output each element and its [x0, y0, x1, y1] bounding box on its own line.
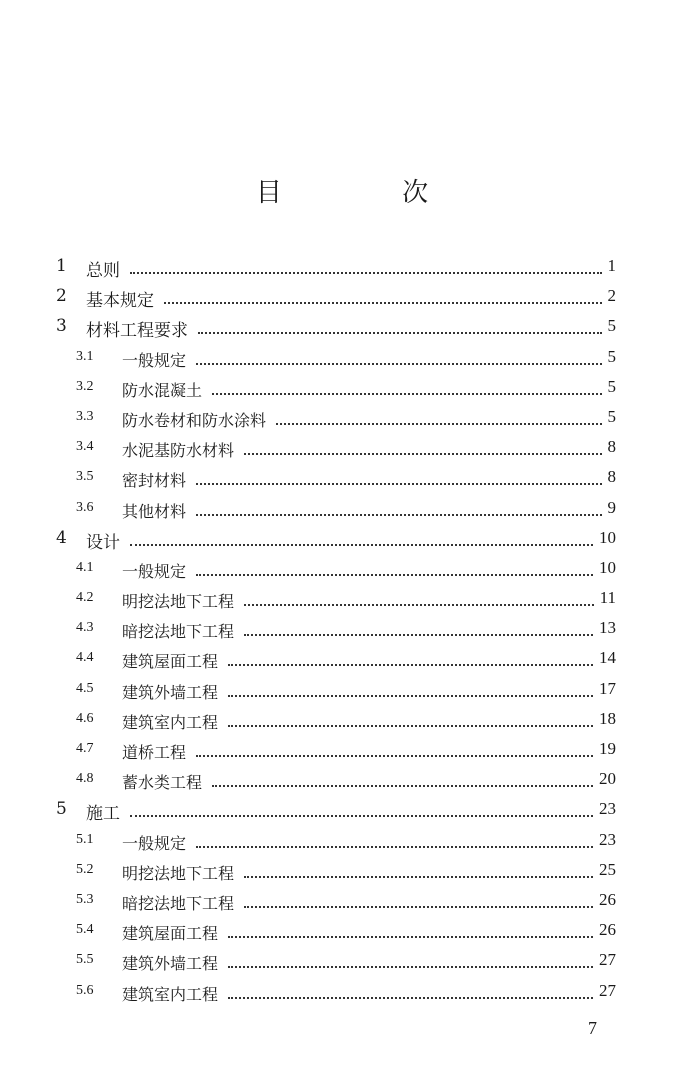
toc-dot-leader — [228, 936, 593, 938]
toc-entry-title: 一般规定 — [122, 561, 187, 581]
toc-entry-page: 8 — [607, 437, 616, 457]
toc-entry-number: 4 — [56, 527, 67, 548]
toc-entry-page: 23 — [599, 829, 616, 849]
toc-entry-number: 4.5 — [76, 680, 94, 696]
toc-section-entry[interactable] — [0, 644, 700, 674]
toc-entry-title: 建筑室内工程 — [122, 712, 219, 732]
toc-entry-page: 25 — [599, 859, 616, 879]
page-title: 目 次 — [255, 178, 485, 208]
toc-dot-leader — [196, 483, 602, 485]
toc-dot-leader — [196, 846, 593, 848]
toc-entry-title: 明挖法地下工程 — [122, 863, 235, 883]
toc-entry-page: 1 — [607, 256, 616, 275]
toc-section-entry[interactable] — [0, 886, 700, 916]
toc-section-entry[interactable] — [0, 554, 700, 584]
toc-entry-number: 3.1 — [76, 348, 94, 364]
toc-section-entry[interactable] — [0, 735, 700, 765]
toc-dot-leader — [228, 725, 593, 727]
toc-entry-number: 3.3 — [76, 408, 94, 424]
toc-entry-number: 5.2 — [76, 861, 94, 877]
toc-dot-leader — [212, 785, 593, 787]
toc-entry-number: 2 — [56, 286, 67, 307]
toc-section-entry[interactable] — [0, 614, 700, 644]
toc-chapter-entry[interactable] — [0, 524, 700, 554]
toc-entry-number: 4.1 — [76, 559, 94, 575]
toc-dot-leader — [196, 514, 602, 516]
toc-section-entry[interactable] — [0, 675, 700, 705]
toc-entry-number: 5.1 — [76, 831, 94, 847]
toc-dot-leader — [130, 272, 602, 274]
toc-entry-number: 5 — [56, 799, 67, 820]
toc-dot-leader — [276, 423, 602, 425]
toc-entry-number: 4.4 — [76, 650, 94, 666]
toc-entry-page: 26 — [599, 920, 616, 940]
toc-entry-number: 4.6 — [76, 710, 94, 726]
toc-entry-page: 5 — [607, 346, 616, 366]
toc-section-entry[interactable] — [0, 946, 700, 976]
toc-entry-title: 其他材料 — [122, 501, 187, 521]
toc-entry-number: 5.3 — [76, 891, 94, 907]
toc-entry-page: 9 — [607, 497, 616, 517]
toc-entry-page: 27 — [599, 950, 616, 970]
toc-section-entry[interactable] — [0, 343, 700, 373]
toc-dot-leader — [244, 906, 593, 908]
toc-entry-title: 建筑外墙工程 — [122, 682, 219, 702]
toc-section-entry[interactable] — [0, 856, 700, 886]
toc-dot-leader — [228, 997, 593, 999]
toc-chapter-entry[interactable] — [0, 282, 700, 312]
toc-entry-title: 建筑室内工程 — [122, 984, 219, 1004]
toc-chapter-entry[interactable] — [0, 795, 700, 825]
toc-entry-page: 8 — [607, 467, 616, 487]
toc-entry-title: 建筑屋面工程 — [122, 924, 219, 944]
toc-entry-title: 建筑外墙工程 — [122, 954, 219, 974]
toc-entry-page: 5 — [607, 316, 616, 336]
toc-entry-page: 26 — [599, 889, 616, 909]
table-of-contents — [0, 252, 700, 1007]
toc-dot-leader — [228, 664, 593, 666]
toc-entry-title: 密封材料 — [122, 471, 187, 491]
toc-dot-leader — [164, 302, 602, 304]
toc-entry-number: 4.7 — [76, 741, 94, 756]
toc-entry-title: 施工 — [86, 804, 120, 825]
toc-section-entry[interactable] — [0, 584, 700, 614]
toc-dot-leader — [228, 695, 593, 697]
toc-section-entry[interactable] — [0, 705, 700, 735]
toc-entry-page: 20 — [599, 769, 616, 789]
toc-entry-title: 暗挖法地下工程 — [122, 893, 235, 913]
toc-entry-title: 水泥基防水材料 — [122, 441, 235, 461]
toc-entry-page: 5 — [607, 376, 616, 396]
toc-entry-title: 一般规定 — [122, 833, 187, 853]
toc-entry-number: 4.8 — [76, 771, 94, 787]
toc-entry-title: 蓄水类工程 — [122, 773, 203, 793]
toc-dot-leader — [244, 876, 593, 878]
toc-entry-page: 14 — [599, 648, 616, 668]
toc-section-entry[interactable] — [0, 494, 700, 524]
toc-entry-title: 总则 — [86, 261, 120, 281]
toc-chapter-entry[interactable] — [0, 312, 700, 342]
toc-entry-number: 4.3 — [76, 620, 94, 636]
toc-dot-leader — [196, 363, 602, 365]
toc-entry-page: 27 — [599, 980, 616, 1000]
toc-entry-number: 1 — [56, 256, 67, 276]
toc-entry-page: 2 — [607, 286, 616, 306]
toc-entry-page: 23 — [599, 799, 616, 819]
toc-entry-number: 5.6 — [76, 982, 94, 998]
page-number: 7 — [588, 1018, 597, 1038]
toc-section-entry[interactable] — [0, 916, 700, 946]
toc-entry-title: 基本规定 — [86, 291, 154, 312]
toc-dot-leader — [196, 574, 593, 576]
toc-dot-leader — [196, 755, 593, 757]
toc-section-entry[interactable] — [0, 765, 700, 795]
toc-section-entry[interactable] — [0, 403, 700, 433]
toc-entry-number: 4.2 — [76, 590, 94, 606]
toc-entry-title: 防水卷材和防水涂料 — [122, 410, 267, 430]
toc-entry-page: 13 — [599, 618, 616, 638]
toc-entry-title: 建筑屋面工程 — [122, 652, 219, 672]
toc-entry-title: 暗挖法地下工程 — [122, 622, 235, 642]
toc-dot-leader — [228, 966, 593, 968]
toc-section-entry[interactable] — [0, 826, 700, 856]
toc-entry-number: 3 — [56, 316, 67, 337]
toc-section-entry[interactable] — [0, 373, 700, 403]
toc-entry-number: 3.4 — [76, 439, 94, 455]
toc-section-entry[interactable] — [0, 433, 700, 463]
toc-entry-title: 防水混凝土 — [122, 380, 203, 400]
toc-dot-leader — [130, 544, 593, 546]
toc-dot-leader — [244, 453, 602, 455]
toc-dot-leader — [244, 604, 594, 606]
toc-entry-page: 17 — [599, 678, 616, 698]
toc-entry-page: 19 — [599, 739, 616, 758]
toc-entry-title: 一般规定 — [122, 350, 187, 370]
toc-dot-leader — [244, 634, 593, 636]
toc-entry-page: 11 — [599, 588, 616, 608]
toc-entry-number: 5.4 — [76, 922, 94, 938]
toc-dot-leader — [198, 332, 602, 334]
toc-dot-leader — [130, 815, 593, 817]
toc-entry-number: 3.5 — [76, 469, 94, 485]
toc-entry-title: 设计 — [86, 532, 120, 553]
toc-chapter-entry[interactable] — [0, 252, 700, 282]
toc-dot-leader — [212, 393, 602, 395]
toc-entry-number: 5.5 — [76, 952, 94, 968]
toc-entry-page: 18 — [599, 708, 616, 728]
toc-section-entry[interactable] — [0, 977, 700, 1007]
toc-entry-title: 明挖法地下工程 — [122, 592, 235, 612]
toc-entry-title: 道桥工程 — [122, 743, 187, 762]
toc-entry-number: 3.2 — [76, 378, 94, 394]
toc-entry-page: 5 — [607, 406, 616, 426]
toc-entry-title: 材料工程要求 — [86, 321, 188, 342]
toc-section-entry[interactable] — [0, 463, 700, 493]
toc-entry-page: 10 — [599, 527, 616, 547]
toc-entry-page: 10 — [599, 557, 616, 577]
toc-entry-number: 3.6 — [76, 499, 94, 515]
